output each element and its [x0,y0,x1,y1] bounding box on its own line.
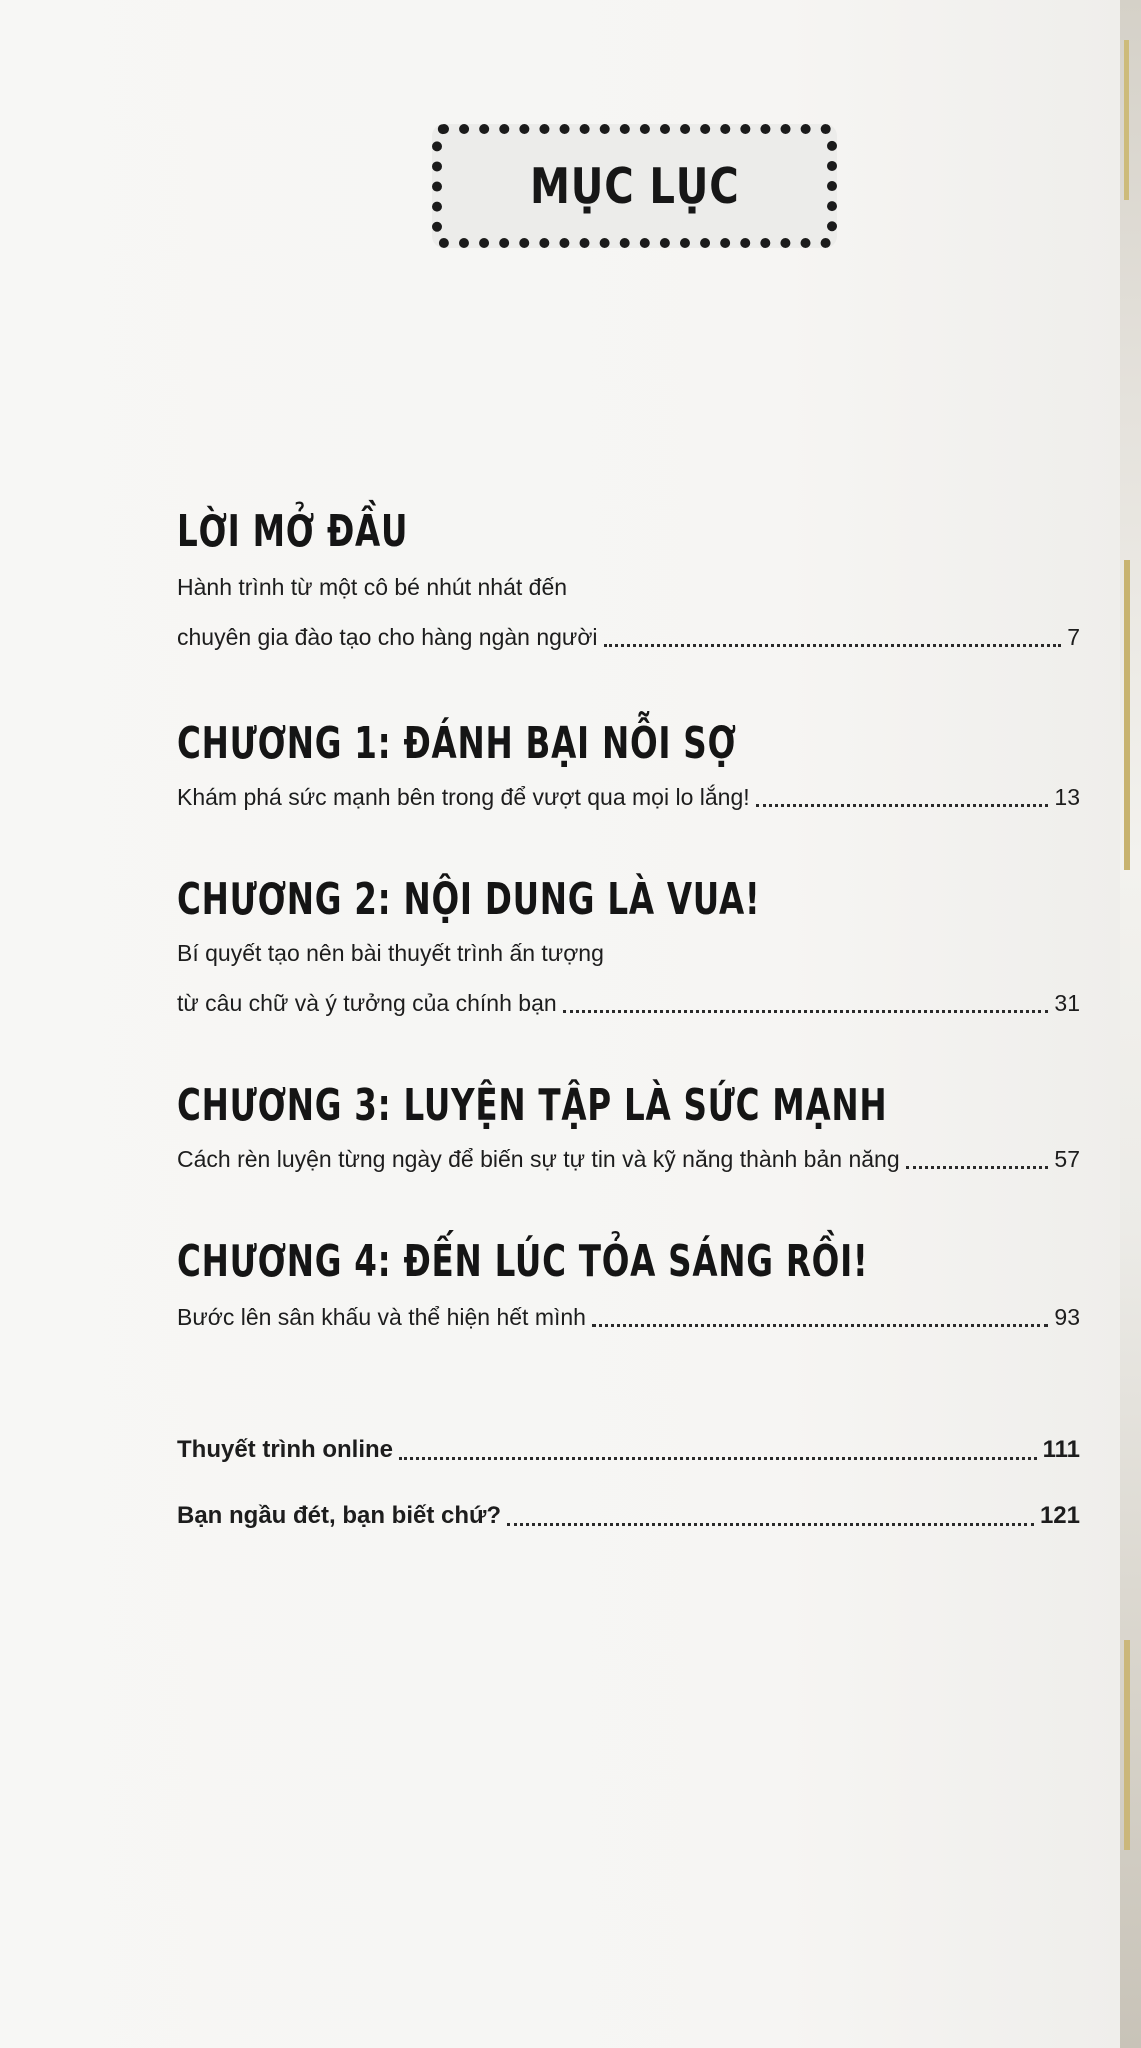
spine-accent [1124,560,1130,870]
entry-text: Thuyết trình online [177,1436,393,1463]
entry-line: Hành trình từ một cô bé nhút nhát đến [177,574,568,600]
toc-entry[interactable] [177,784,1080,812]
section-title: CHƯƠNG 4: ĐẾN LÚC TỎA SÁNG RỒI! [177,1236,869,1287]
entry-line: Bí quyết tạo nên bài thuyết trình ấn tượng [177,940,604,966]
toc-header-box [432,124,837,248]
page-number: 57 [1054,1146,1080,1172]
section-title: CHƯƠNG 2: NỘI DUNG LÀ VUA! [177,874,761,925]
spine-accent [1124,40,1129,200]
section-title: CHƯƠNG 1: ĐÁNH BẠI NỖI SỢ [177,718,737,769]
leader-dots [592,1324,1048,1327]
entry-text: từ câu chữ và ý tưởng của chính bạn [177,990,557,1016]
spine-accent [1124,1640,1130,1850]
toc-entry[interactable] [177,624,1080,652]
section-title: LỜI MỞ ĐẦU [177,506,409,557]
toc-entry[interactable] [177,1304,1080,1332]
leader-dots [756,804,1049,807]
entry-text: Cách rèn luyện từng ngày để biến sự tự tin và kỹ năng thành bản năng [177,1146,900,1172]
leader-dots [399,1457,1037,1460]
leader-dots [507,1523,1034,1526]
leader-dots [906,1166,1049,1169]
toc-entry[interactable] [177,990,1080,1018]
entry-text: Khám phá sức mạnh bên trong để vượt qua mọi lo lắng! [177,784,750,810]
page-number: 31 [1054,990,1080,1016]
entry-text: chuyên gia đào tạo cho hàng ngàn người [177,624,598,650]
page-number: 111 [1042,1436,1080,1463]
page-number: 93 [1054,1304,1080,1330]
book-spine-edge [1120,0,1141,2048]
leader-dots [604,644,1062,647]
entry-text: Bước lên sân khấu và thể hiện hết mình [177,1304,586,1330]
page-number: 7 [1067,624,1080,650]
entry-text: Bạn ngầu đét, bạn biết chứ? [177,1502,502,1529]
toc-entry-bold[interactable] [177,1502,1080,1531]
toc-title: MỤC LỤC [529,157,740,215]
toc-entry[interactable] [177,1146,1080,1174]
toc-entry-bold[interactable] [177,1436,1080,1465]
page-number: 121 [1039,1502,1080,1529]
leader-dots [563,1010,1049,1013]
page-number: 13 [1054,784,1080,810]
section-title: CHƯƠNG 3: LUYỆN TẬP LÀ SỨC MẠNH [177,1080,888,1131]
